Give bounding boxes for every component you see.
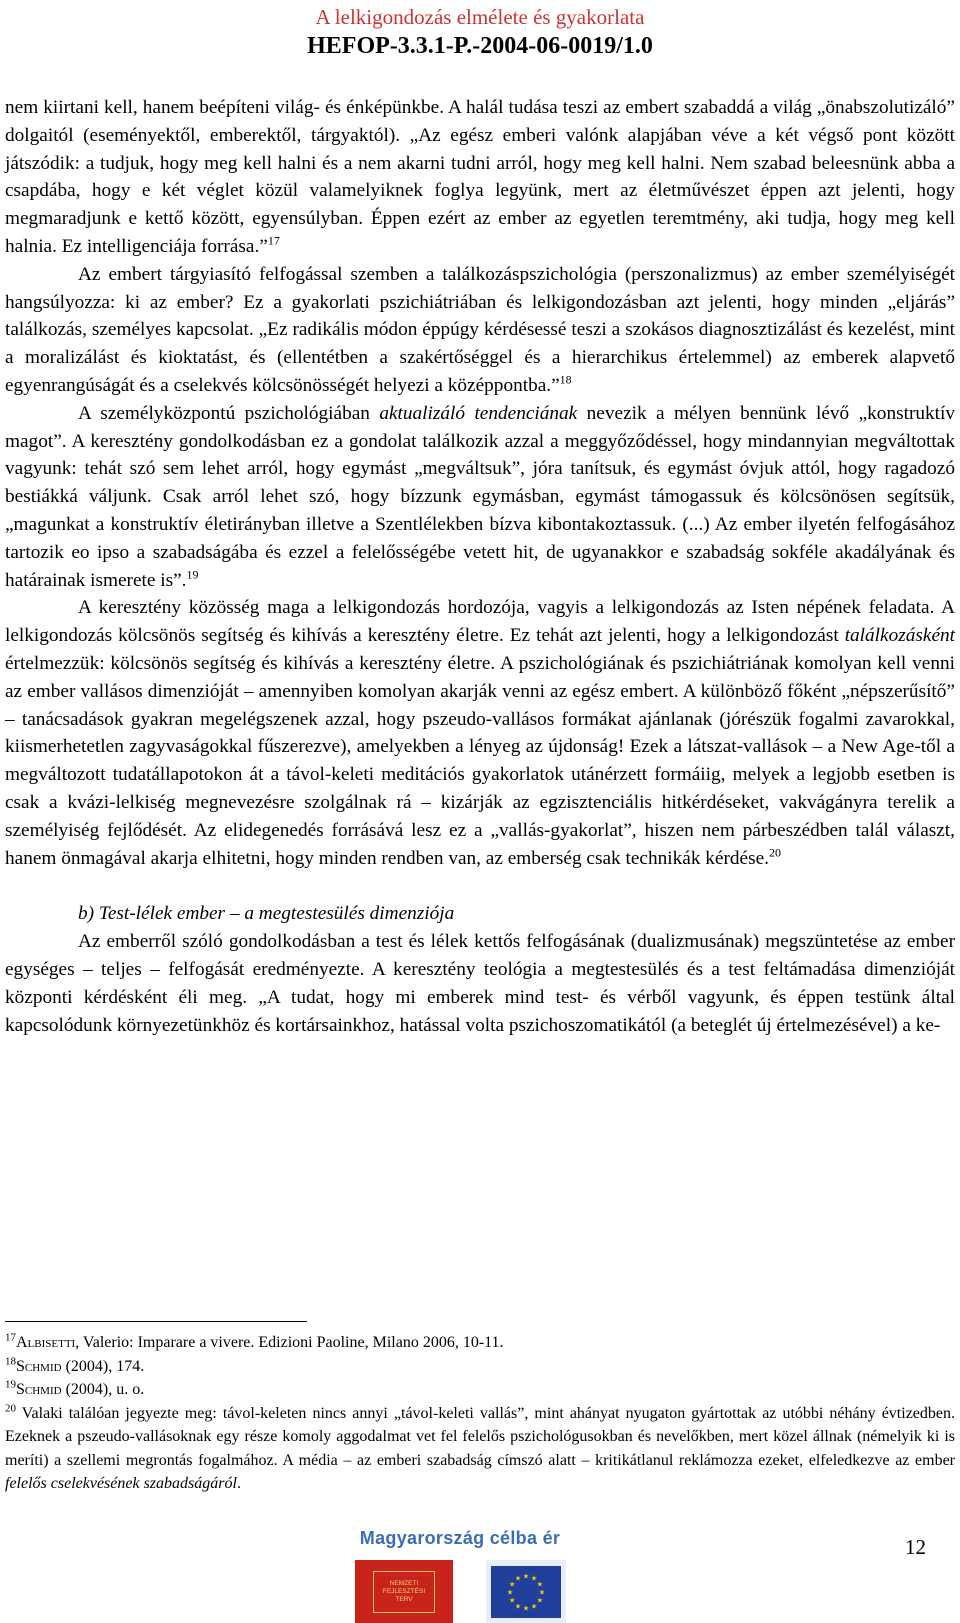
paragraph-3: A személyközpontú pszichológiában aktualizáló tendenciának nevezik a mélyen bennünk lévő „konstruktív magot”. A keresztény gondolkodásban ez a gondolat találkozik azzal a meggyőződéssel, hogy mindannyian megváltottak vagyunk: tehát szó sem lehet arról, hogy egymást „megváltsuk”, jóra tanítsuk, és egymást óvjuk attól, hogy ragadozó bestiákká váljunk. Csak arról lehet szó, hogy bízzunk egymásban, egymást támogassuk és kölcsönösen segítsük, „magunkat a konstruktív életirányban illetve a Szentlélekben bízva kibontakoztassuk. (...) Az ember ilyetén felfogásához tartozik eo ipso a szabadságába és ezzel a felelősségébe vetett hit, de ugyanakkor e szabadság sokféle akadályának és határainak ismerete is”.$^{19}$ <box>5 402 956 591</box>
footnote-19: $^{19}$Schmid (2004), u. o. <box>5 1378 145 1398</box>
main-text <box>5 94 955 1039</box>
page-number: 12 <box>905 1535 926 1559</box>
footnote-ref-18[interactable]: 18 <box>559 372 572 387</box>
eu-star-icon: ★ <box>506 1588 514 1596</box>
eu-star-icon: ★ <box>530 1574 538 1583</box>
project-code: HEFOP-3.3.1-P.-2004-06-0019/1.0 <box>307 33 653 59</box>
eu-star-icon: ★ <box>530 1601 538 1610</box>
footnote-ref-20[interactable]: 20 <box>768 845 781 860</box>
footnote-18: $^{18}$Schmid (2004), 174. <box>5 1355 145 1375</box>
footnotes <box>5 1331 955 1496</box>
eu-star-icon: ★ <box>508 1596 516 1604</box>
section-subheading: b) Test-lélek ember – a megtestesülés dimenziója <box>78 903 455 925</box>
eu-star-icon: ★ <box>508 1580 516 1588</box>
footnote-17: $^{17}$Albisetti, Valerio: Imparare a vivere. Edizioni Paoline, Milano 2006, 10-11. <box>5 1331 504 1351</box>
emphasis-term: aktualizáló tendenciának <box>379 402 578 424</box>
paragraph-1: nem kiirtani kell, hanem beépíteni világ- és énképünkbe. A halál tudása teszi az embert szabaddá a világ „önabszolutizáló” dolgaitól (eseményektől, emberektől, tárgyaktól). „Az egész emberi valónk alapjában véve a két végső pont között játszódik: a tudjuk, hogy meg kell halni és a nem akarni tudni arról, hogy meg kell halni. Nem szabad beleesnünk abba a csapdába, hogy e két véglet közül valamelyiknek foglya legyünk, mert az életművészet éppen azt jelenti, hogy megmaradjunk e kettő között, egyensúlyban. Éppen ezért az ember az egyetlen teremtmény, aki tudja, hogy meg kell halnia. Ez intelligenciája forrása.”$^{17}$ <box>5 97 955 257</box>
eu-star-icon: ★ <box>522 1604 530 1612</box>
eu-flag-graphic <box>491 1566 561 1618</box>
nft-logo-text: NEMZETI FEJLESZTÉSI TERV <box>373 1571 435 1613</box>
slogan-logo: Magyarország célba ér <box>359 1528 561 1548</box>
footnote-ref-19[interactable]: 19 <box>186 567 199 582</box>
eu-star-icon: ★ <box>536 1596 544 1604</box>
footnote-divider <box>5 1321 307 1322</box>
eu-star-icon: ★ <box>522 1572 530 1580</box>
eu-flag-icon <box>486 1560 566 1623</box>
paragraph-2: Az embert tárgyiasító felfogással szemben a találkozáspszichológia (perszonalizmus) az ember személyiségét hangsúlyozza: ki az ember? Ez a gyakorlati pszichiátriában és lelkigondozásban azt jelenti, hogy minden „eljárás” találkozás, személyes kapcsolat. „Ez radikális módon éppúgy kérdésessé teszi a szokásos diagnosztizálást és kezelést, mint a moralizálást és kioktatást, és (ellentétben a szakértőséggel és a hierarchikus értelemmel) az emberek alapvető egyenrangúságát és a cselekvés kölcsönösségét helyezi a középpontba.”$^{18}$ <box>5 263 955 396</box>
nft-logo <box>355 1560 453 1623</box>
page-header <box>0 4 960 61</box>
paragraph-4: A keresztény közösség maga a lelkigondozás hordozója, vagyis a lelkigondozás az Isten népének feladata. A lelkigondozás kölcsönös segítség és kihívás a keresztény életre. Ez tehát azt jelenti, hogy a lelkigondozást találkozásként értelmezzük: kölcsönös segítség és kihívás a keresztény életre. A pszichológiának és pszichiátriának komolyan kell venni az ember vallásos dimenzióját – amennyiben komolyan akarják venni az egész embert. A különböző főként „népszerűsítő” – tanácsadások gyakran megelégszenek azzal, hogy pszeudo-vallásos formákat ajánlanak (jórészük fogalmi zavarokkal, kiismerhetetlen zagyvaságokkal fűszerezve), amelyekben a lényeg az újdonság! Ezek a látszat-vallások – a New Age-től a megváltozott tudatállapotokon át a távol-keleti meditációs gyakorlatok utánérzett formáiig, melyek a legjobb esetben is csak a kvázi-lelkiség megnevezésre szolgálnak rá – kizárják az egzisztenciális hitkérdéseket, vakvágányra terelik a személyiség fejlődését. Az elidegenedés forrásává lesz ez a „vallás-gyakorlat”, hiszen nem párbeszédben talál választ, hanem önmagával akarja elhitetni, hogy minden rendben van, az emberség csak technikák kérdése.$^{20}$ <box>5 597 955 869</box>
eu-star-icon: ★ <box>538 1588 546 1596</box>
paragraph-5: Az emberről szóló gondolkodásban a test és lélek kettős felfogásának (dualizmusának) megszüntetése az ember egységes – teljes – felfogását eredményezte. A keresztény teológia a megtestesülés és a test feltámadása dimenzióját központi kérdésként éli meg. „A tudat, hogy mi emberek mind test- és vérből vagyunk, és éppen testünk által kapcsolódunk környezetünkhöz és kortársainkhoz, hatással volta pszichoszomatikától (a beteglét új értelmezésével) a ke- <box>5 931 955 1036</box>
emphasis-term: találkozásként <box>844 625 955 647</box>
footnote-ref-17[interactable]: 17 <box>267 233 280 248</box>
eu-star-icon: ★ <box>514 1574 522 1583</box>
footnote-20: $^{20}$ Valaki találóan jegyezte meg: távol-keleten nincs annyi „távol-keleti vallás”, mint ahányat nyugaton gyártottak az utóbbi néhány évtizedben. Ezeknek a pszeudo-vallásoknak egy része komoly aggodalmat vet fel felelős pszichológusokban és nevelőkben, mert közel állnak (némelyik ki is meríti) a szellemi megrontás fogalmához. A média – az emberi szabadság címszó alatt – kritikátlanul reklámozza ezeket, elfeledkezve az ember felelős cselekvésének szabadságáról. <box>5 1402 955 1492</box>
eu-star-icon: ★ <box>514 1601 522 1610</box>
course-title: A lelkigondozás elmélete és gyakorlata <box>315 5 645 29</box>
eu-star-icon: ★ <box>536 1580 544 1588</box>
